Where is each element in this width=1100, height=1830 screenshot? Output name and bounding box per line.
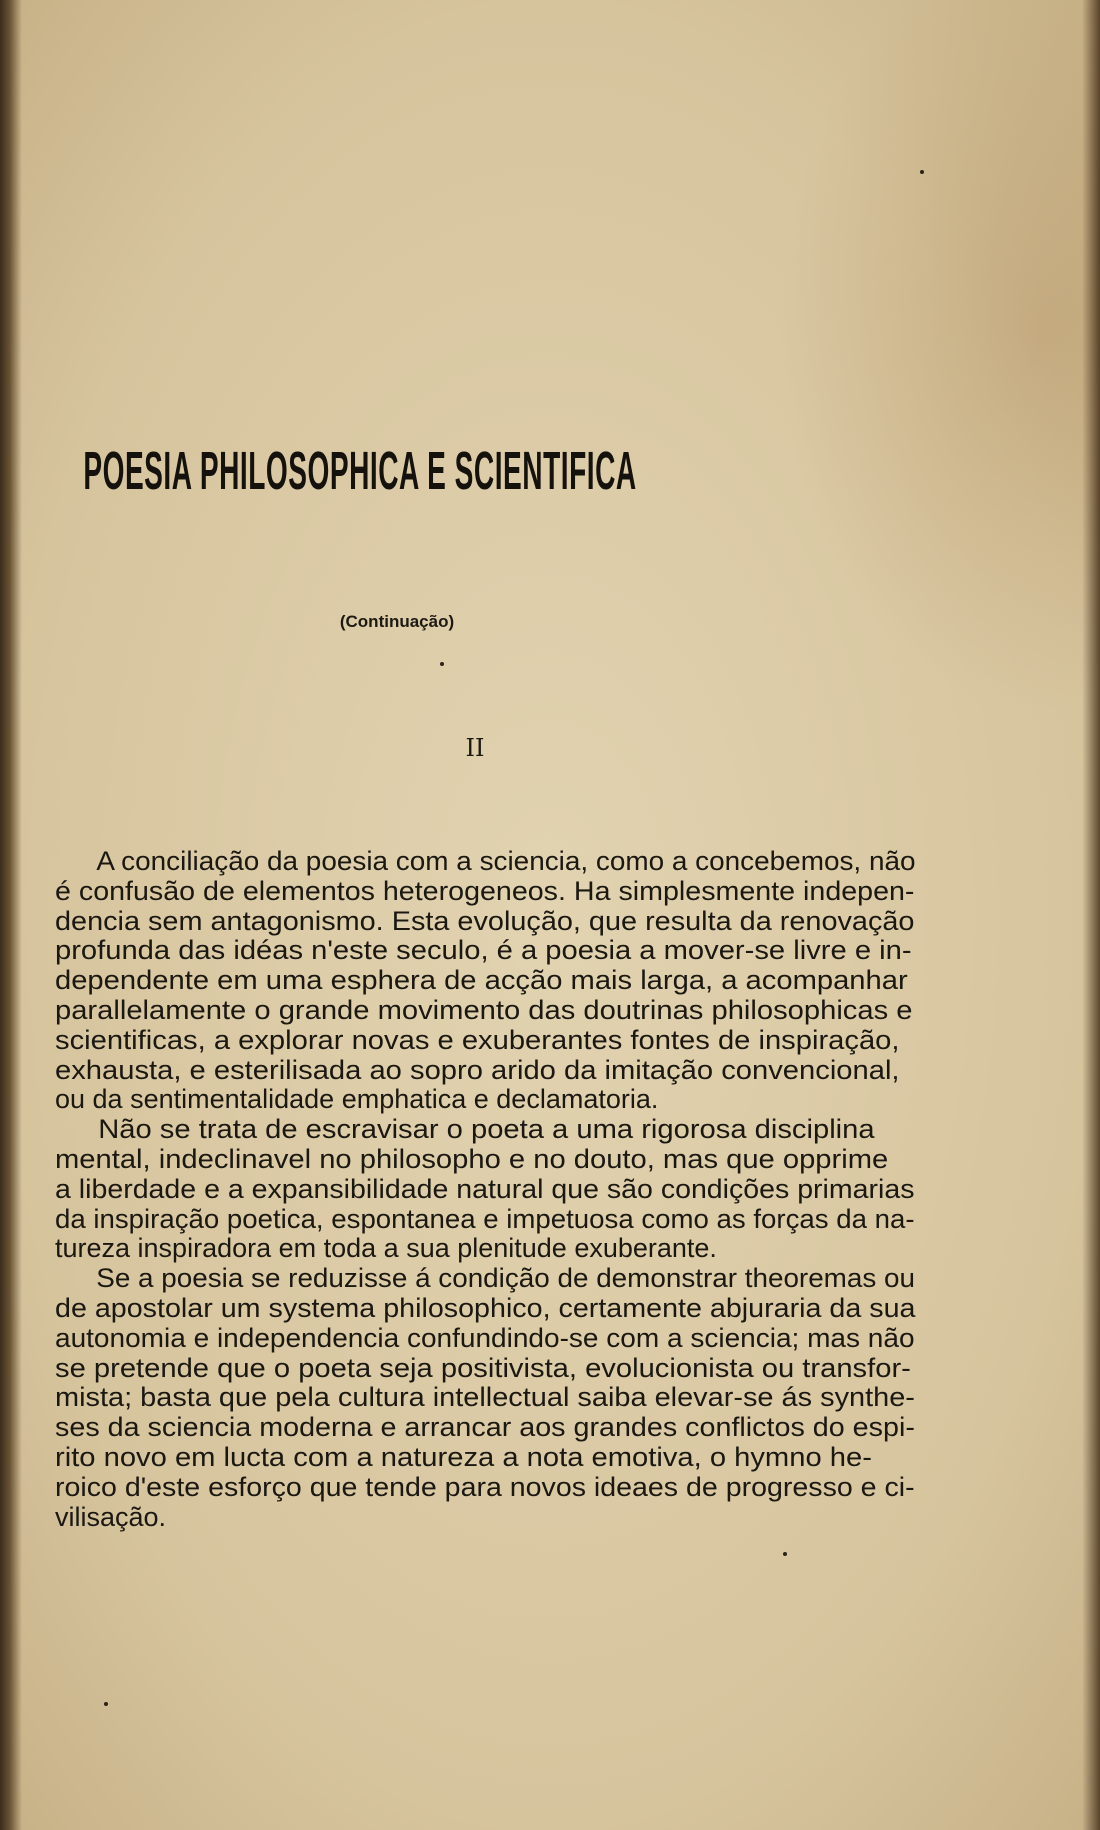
text-line: dencia sem antagonismo. Esta evolução, que resulta da renovação: [55, 905, 915, 936]
text-line: profunda das idéas n'este seculo, é a poesia a mover-se livre e in-: [55, 935, 912, 966]
text-line: mental, indeclinavel no philosopho e no douto, mas que opprime: [55, 1143, 889, 1174]
text-line: ou da sentimentalidade emphatica e declamatoria.: [55, 1084, 659, 1115]
text-line: se pretende que o poeta seja positivista, evolucionista ou transfor-: [55, 1352, 911, 1383]
text-line: A conciliação da poesia com a sciencia, como a concebemos, não: [96, 846, 916, 876]
text-line: Se a poesia se reduzisse á condição de demonstrar theoremas ou: [96, 1263, 915, 1294]
text-line: rito novo em lucta com a natureza a nota emotiva, o hymno he-: [55, 1441, 872, 1472]
continuation-note: (Continuação): [339, 612, 455, 631]
text-line: parallelamente o grande movimento das doutrinas philosophicas e: [55, 994, 913, 1025]
page-title: POESIA PHILOSOPHICA E SCIENTIFICA: [83, 441, 637, 501]
ink-speck: [440, 662, 444, 666]
text-line: vilisação.: [55, 1501, 167, 1532]
text-line: Não se trata de escravisar o poeta a uma rigorosa disciplina: [98, 1114, 875, 1145]
body-text: [55, 847, 915, 1532]
section-numeral: II: [465, 734, 485, 762]
text-line: tureza inspiradora em toda a sua plenitude exuberante.: [55, 1233, 717, 1264]
text-line: scientificas, a explorar novas e exuberantes fontes de inspiração,: [55, 1024, 900, 1055]
page-edge-shadow: [1082, 0, 1100, 1830]
text-line: autonomia e independencia confundindo-se com a sciencia; mas não: [55, 1322, 915, 1353]
text-line: da inspiração poetica, espontanea e impetuosa como as forças da na-: [55, 1203, 915, 1234]
text-line: dependente em uma esphera de acção mais larga, a acompanhar: [55, 965, 908, 996]
text-line: roico d'este esforço que tende para novos ideaes de progresso e ci-: [55, 1471, 915, 1502]
text-line: de apostolar um systema philosophico, certamente abjuraria da sua: [55, 1292, 916, 1323]
ink-speck: [920, 170, 924, 174]
text-line: mista; basta que pela cultura intellectual saiba elevar-se ás synthe-: [55, 1382, 915, 1413]
binding-shadow: [0, 0, 22, 1830]
ink-speck: [783, 1552, 787, 1556]
text-line: é confusão de elementos heterogeneos. Ha simplesmente indepen-: [55, 875, 915, 906]
text-line: exhausta, e esterilisada ao sopro arido da imitação convencional,: [55, 1054, 900, 1085]
ink-speck: [104, 1702, 108, 1706]
text-line: a liberdade e a expansibilidade natural que são condições primarias: [55, 1173, 915, 1204]
text-line: ses da sciencia moderna e arrancar aos grandes conflictos do espi-: [55, 1412, 915, 1443]
